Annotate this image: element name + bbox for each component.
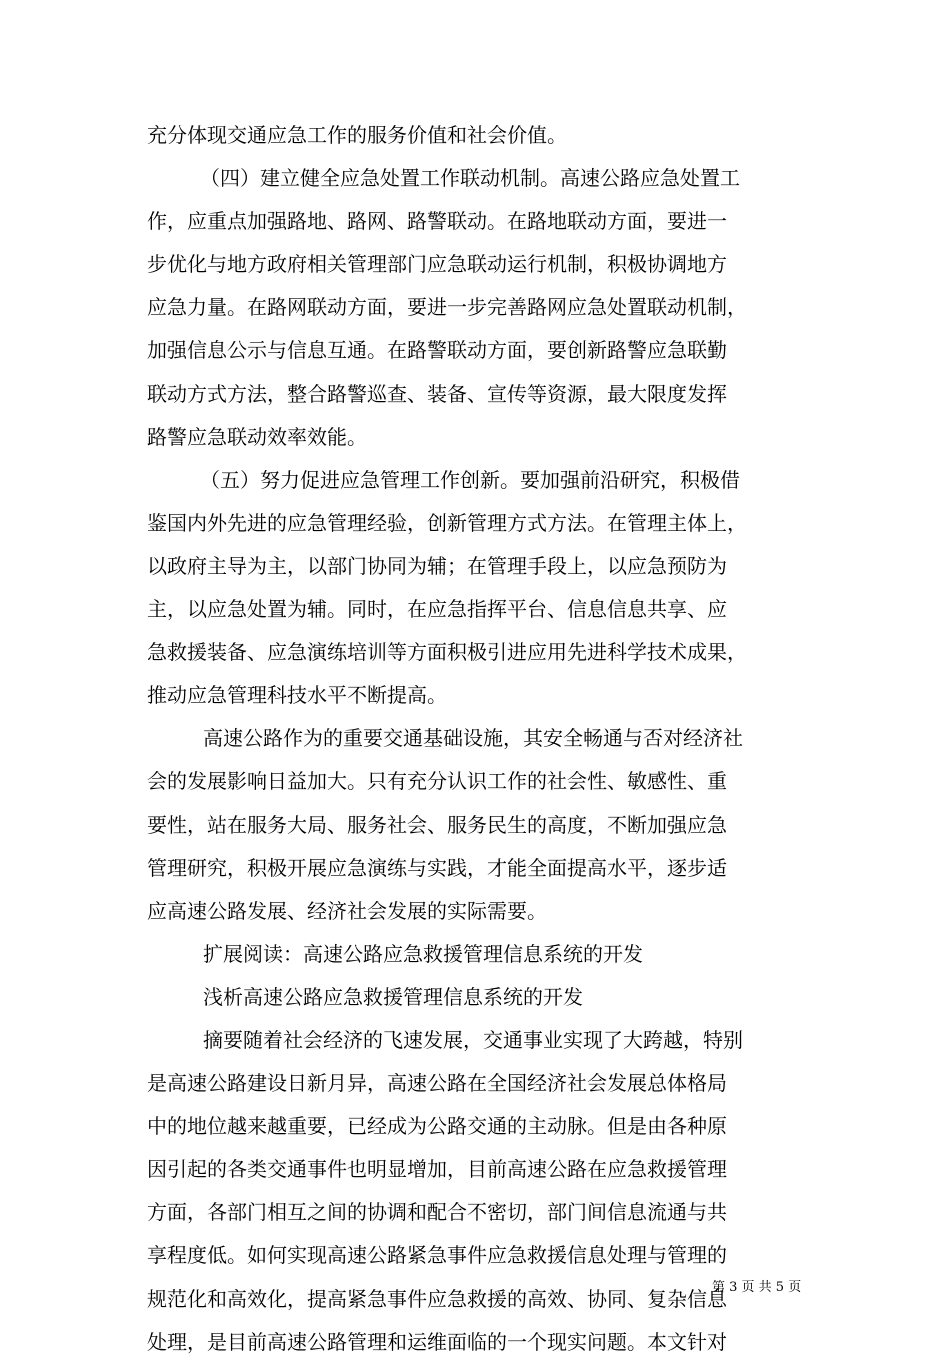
text-line: 步优化与地方政府相关管理部门应急联动运行机制，积极协调地方 <box>147 252 727 277</box>
text-line: 摘要随着社会经济的飞速发展，交通事业实现了大跨越，特别 <box>203 1027 743 1052</box>
text-line: （四）建立健全应急处置工作联动机制。高速公路应急处置工 <box>200 166 740 191</box>
page-footer: 第 3 页 共 5 页 <box>712 1280 802 1295</box>
text-line: 管理研究，积极开展应急演练与实践，才能全面提高水平，逐步适 <box>147 855 727 880</box>
text-line: 要性，站在服务大局、服务社会、服务民生的高度，不断加强应急 <box>147 812 727 837</box>
text-line: （五）努力促进应急管理工作创新。要加强前沿研究，积极借 <box>200 467 740 492</box>
text-line: 浅析高速公路应急救援管理信息系统的开发 <box>203 984 583 1009</box>
text-line: 主，以应急处置为辅。同时，在应急指挥平台、信息信息共享、应 <box>147 597 727 622</box>
text-line: 应急力量。在路网联动方面，要进一步完善路网应急处置联动机制， <box>147 295 747 320</box>
text-line: 加强信息公示与信息互通。在路警联动方面，要创新路警应急联勤 <box>147 338 727 363</box>
text-line: 中的地位越来越重要，已经成为公路交通的主动脉。但是由各种原 <box>147 1114 727 1139</box>
text-line: 高速公路作为的重要交通基础设施，其安全畅通与否对经济社 <box>203 726 743 751</box>
text-line: 方面，各部门相互之间的协调和配合不密切，部门间信息流通与共 <box>147 1200 727 1225</box>
text-line: 因引起的各类交通事件也明显增加，目前高速公路在应急救援管理 <box>147 1157 727 1182</box>
text-line: 规范化和高效化，提高紧急事件应急救援的高效、协同、复杂信息 <box>147 1286 727 1311</box>
text-line: 处理，是目前高速公路管理和运维面临的一个现实问题。本文针对 <box>147 1329 727 1354</box>
text-line: 鉴国内外先进的应急管理经验，创新管理方式方法。在管理主体上， <box>147 510 747 535</box>
text-line: 作，应重点加强路地、路网、路警联动。在路地联动方面，要进一 <box>147 209 727 234</box>
text-line: 推动应急管理科技水平不断提高。 <box>147 683 447 708</box>
text-line: 充分体现交通应急工作的服务价值和社会价值。 <box>147 123 567 147</box>
text-line: 会的发展影响日益加大。只有充分认识工作的社会性、敏感性、重 <box>147 769 727 794</box>
text-line: 应高速公路发展、经济社会发展的实际需要。 <box>147 898 547 923</box>
text-line: 急救援装备、应急演练培训等方面积极引进应用先进科学技术成果， <box>147 640 747 665</box>
text-line: 路警应急联动效率效能。 <box>147 424 367 449</box>
text-line: 享程度低。如何实现高速公路紧急事件应急救援信息处理与管理的 <box>147 1243 727 1268</box>
text-line: 是高速公路建设日新月异，高速公路在全国经济社会发展总体格局 <box>147 1071 727 1096</box>
body-text <box>147 114 817 1364</box>
text-line: 联动方式方法，整合路警巡查、装备、宣传等资源，最大限度发挥 <box>147 381 727 406</box>
text-line: 扩展阅读：高速公路应急救援管理信息系统的开发 <box>203 941 643 966</box>
text-line: 以政府主导为主，以部门协同为辅；在管理手段上，以应急预防为 <box>147 553 727 578</box>
